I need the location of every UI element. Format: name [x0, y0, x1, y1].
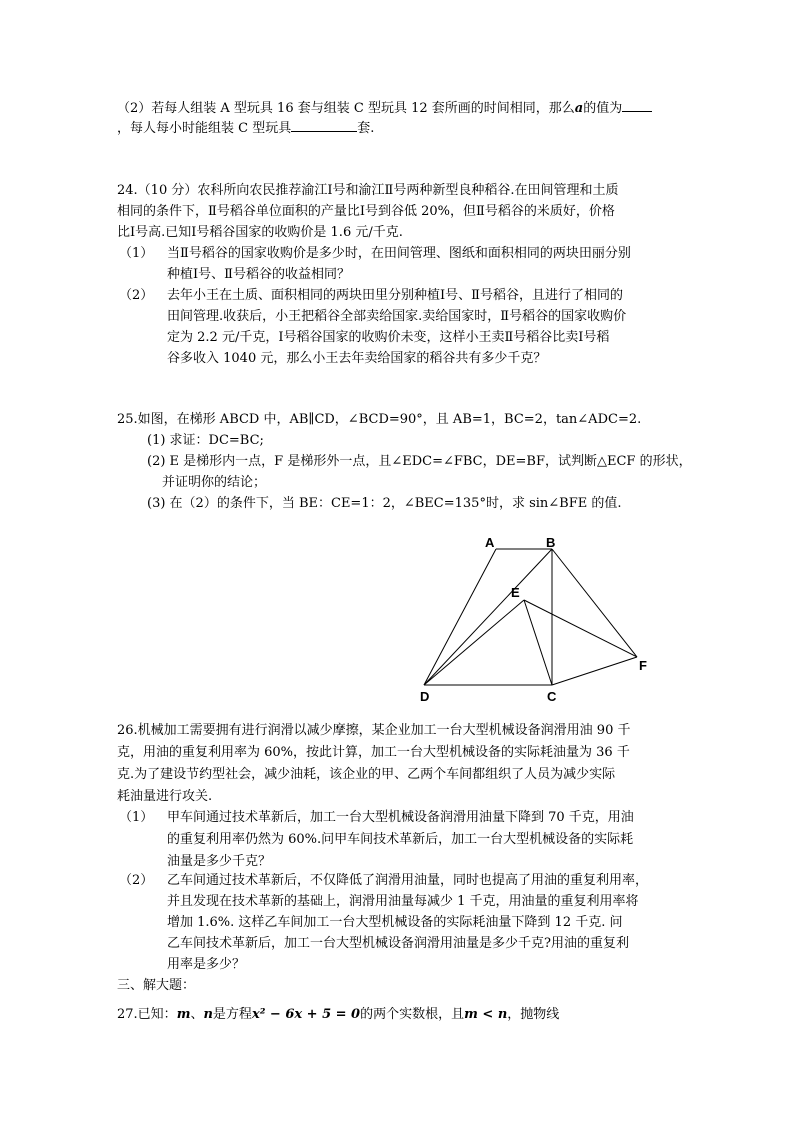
label-c: C	[547, 689, 557, 704]
section-heading: 三、解大题：	[117, 978, 196, 993]
segment-fc	[552, 657, 637, 685]
q25-part3: (3) 在（2）的条件下，当 BE：CE=1：2，∠BEC=135°时，求 sin∠BFE 的值.	[147, 496, 622, 511]
q24-part2-line: 定为 2.2 元/千克，Ⅰ号稻谷国家的收购价未变，这样小王卖Ⅱ号稻谷比卖Ⅰ号稻	[167, 330, 610, 345]
q23-part2-text-d: 套.	[357, 121, 375, 136]
segment-ec	[524, 600, 552, 685]
q23-part2-text-b: 的值为	[583, 101, 623, 116]
q24-part1-line: 种植Ⅰ号、Ⅱ号稻谷的收益相同？	[167, 267, 350, 282]
q26-stem-line: 耗油量进行攻关.	[117, 789, 213, 804]
q23-part2-text-c: ，每人每小时能组装 C 型玩具	[117, 121, 292, 136]
q26-part1-line: 甲车间通过技术革新后，加工一台大型机械设备润滑用油量下降到 70 千克，用油	[167, 810, 634, 825]
q25-part2-line2: 并证明你的结论；	[162, 475, 267, 490]
q27-variable-m: m	[176, 1007, 191, 1022]
q24-part2-number: （2）	[119, 288, 154, 303]
q26-part2-line: 乙车间技术革新后，加工一台大型机械设备润滑用油量是多少千克?用油的重复利	[167, 936, 629, 951]
segment-ad	[424, 549, 496, 685]
q26-stem-line: 克.为了建设节约型社会，减少油耗，该企业的甲、乙两个车间都组织了人员为减少实际	[117, 767, 616, 782]
q27-text-b: 是方程	[212, 1007, 252, 1022]
q27-text-c: 的两个实数根，且	[360, 1007, 465, 1022]
q25-stem: 25.如图，在梯形 ABCD 中，AB∥CD，∠BCD=90°，且 AB=1，BC=2，tan∠ADC=2.	[117, 412, 642, 427]
trapezoid-figure	[410, 530, 660, 705]
segment-db	[424, 549, 552, 685]
q27-equation: x² − 6x + 5 = 0	[251, 1007, 361, 1022]
q24-part1-number: （1）	[119, 246, 154, 261]
q27-variable-n: n	[203, 1007, 213, 1022]
q26-stem-line: 克，用油的重复利用率为 60%，按此计算，加工一台大型机械设备的实际耗油量为 36 千	[117, 745, 630, 760]
q26-part2-line: 乙车间通过技术革新后，不仅降低了润滑用油量，同时也提高了用油的重复利用率，	[167, 873, 649, 888]
q24-part2-line: 去年小王在土质、面积相同的两块田里分别种植Ⅰ号、Ⅱ号稻谷，且进行了相同的	[167, 288, 623, 303]
q23-part2-line1	[117, 99, 652, 118]
q24-stem-line: 比Ⅰ号高.已知Ⅰ号稻谷国家的收购价是 1.6 元/千克.	[117, 225, 403, 240]
q26-part2-number: （2）	[119, 873, 154, 888]
segment-ef	[524, 600, 637, 657]
answer-blank-2[interactable]	[291, 119, 357, 132]
q26-part2-line: 用率是多少？	[167, 957, 246, 972]
segment-bf	[552, 549, 637, 657]
q23-part2-line2	[117, 119, 374, 138]
q23-variable-a: a	[574, 101, 584, 116]
q24-part2-line: 谷多收入 1040 元，那么小王去年卖给国家的稻谷共有多少千克？	[167, 351, 547, 366]
label-b: B	[546, 535, 556, 550]
q26-part1-number: （1）	[119, 810, 154, 825]
q25-part2-line1: (2) E 是梯形内一点，F 是梯形外一点，且∠EDC=∠FBC，DE=BF，试判断△ECF 的形状，	[147, 454, 692, 469]
q24-stem-line: 24.（10 分）农科所向农民推荐渝江Ⅰ号和渝江Ⅱ号两种新型良种稻谷.在田间管理和土质	[117, 183, 619, 198]
q26-part2-line: 增加 1.6%. 这样乙车间加工一台大型机械设备的实际耗油量下降到 12 千克. 问	[167, 915, 623, 930]
q26-part1-line: 的重复利用率仍然为 60%.问甲车间技术革新后，加工一台大型机械设备的实际耗	[167, 832, 634, 847]
q26-part2-line: 并且发现在技术革新的基础上，润滑用油量每减少 1 千克，用油量的重复利用率将	[167, 894, 639, 909]
q27-text-a: 27.已知：	[117, 1007, 177, 1022]
q27-inequality: m < n	[464, 1007, 508, 1022]
q24-part1-line: 当Ⅱ号稻谷的国家收购价是多少时，在田间管理、图纸和面积相同的两块田丽分别	[167, 246, 631, 261]
q23-part2-text-a: （2）若每人组装 A 型玩具 16 套与组装 C 型玩具 12 套所画的时间相同，那么	[117, 101, 575, 116]
label-e: E	[511, 585, 520, 600]
q24-stem-line: 相同的条件下，Ⅱ号稻谷单位面积的产量比Ⅰ号到谷低 20%，但Ⅱ号稻谷的米质好，价格	[117, 204, 615, 219]
q27-separator: 、	[190, 1007, 204, 1022]
answer-blank-1[interactable]	[622, 99, 652, 112]
q27-line	[117, 1006, 559, 1024]
label-d: D	[420, 689, 430, 704]
q27-text-d: ，抛物线	[507, 1007, 560, 1022]
q26-part1-line: 油量是多少千克？	[167, 854, 272, 869]
segment-de	[424, 600, 524, 685]
q24-part2-line: 田间管理.收获后，小王把稻谷全部卖给国家.卖给国家时，Ⅱ号稻谷的国家收购价	[167, 309, 627, 324]
q26-stem-line: 26.机械加工需要拥有进行润滑以减少摩擦，某企业加工一台大型机械设备润滑用油 90 千	[117, 723, 631, 738]
label-a: A	[485, 535, 495, 550]
label-f: F	[639, 658, 647, 673]
q25-part1: (1) 求证：DC=BC;	[147, 433, 264, 448]
